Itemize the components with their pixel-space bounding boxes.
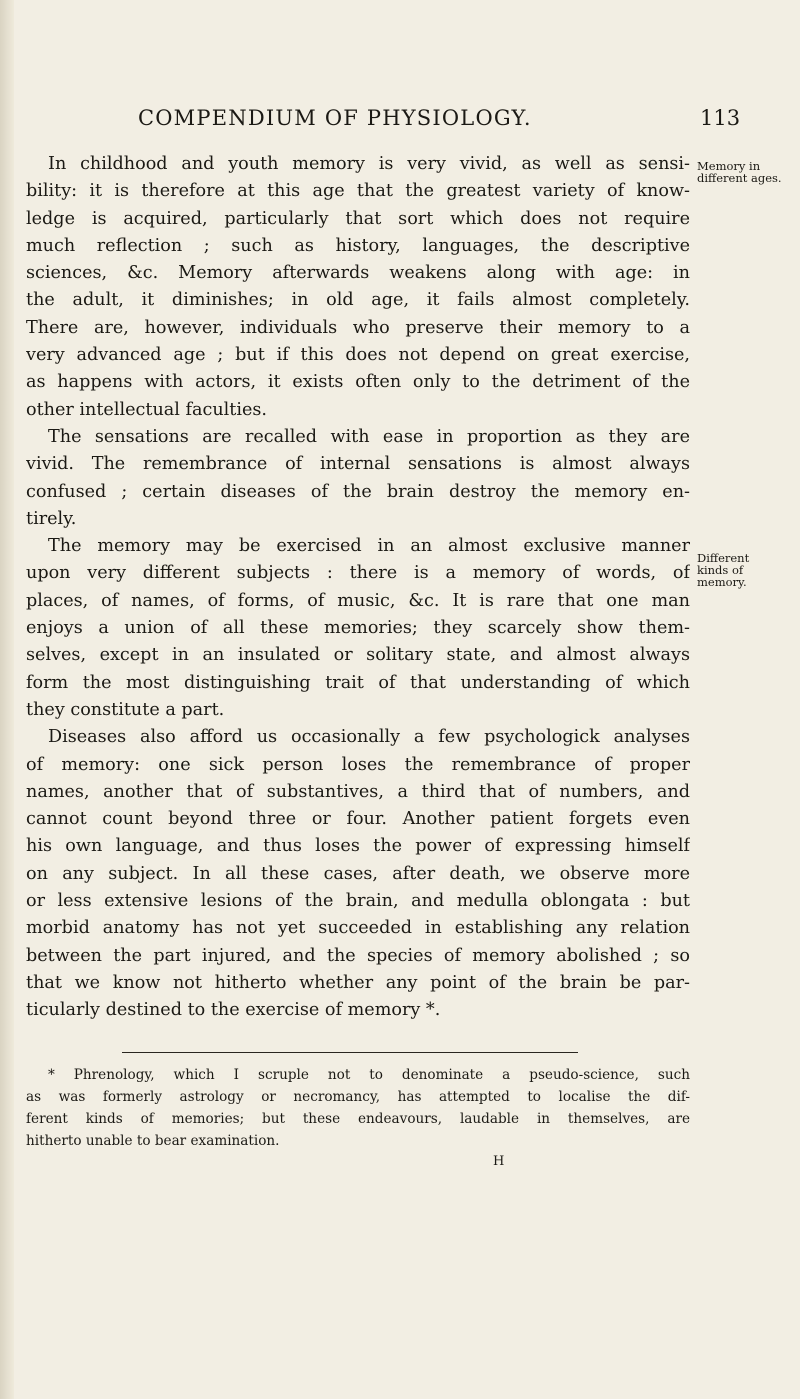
margin-note-line: Memory in	[697, 159, 761, 173]
margin-note-line: memory.	[697, 575, 747, 589]
text-line: tirely.	[26, 508, 77, 529]
text-line: places, of names, of forms, of music, &c. It is rare that one man	[26, 590, 690, 611]
text-line: upon very different subjects : there is a memory of words, of	[26, 563, 690, 584]
text-line: much reflection ; such as history, languages, the descriptive	[26, 235, 690, 256]
footnote-line: as was formerly astrology or necromancy, has attempted to localise the dif-	[26, 1089, 690, 1105]
text-line: There are, however, individuals who preserve their memory to a	[26, 317, 690, 338]
text-line: between the part injured, and the species of memory abolished ; so	[26, 945, 690, 966]
footnote-line: * Phrenology, which I scruple not to denominate a pseudo-science, such	[48, 1067, 690, 1083]
footnote-rule	[122, 1052, 578, 1053]
text-line: The memory may be exercised in an almost exclusive manner	[48, 536, 690, 557]
text-line: names, another that of substantives, a third that of numbers, and	[26, 781, 690, 802]
running-head	[0, 106, 800, 146]
text-line: vivid. The remembrance of internal sensations is almost always	[26, 454, 690, 475]
text-line: form the most distinguishing trait of that understanding of which	[26, 672, 690, 693]
page-number: 113	[700, 106, 741, 130]
text-line: ledge is acquired, particularly that sort which does not require	[26, 208, 690, 229]
running-title: COMPENDIUM OF PHYSIOLOGY.	[138, 106, 532, 130]
text-line: bility: it is therefore at this age that the greatest variety of know-	[26, 181, 690, 202]
text-line: The sensations are recalled with ease in proportion as they are	[48, 426, 690, 447]
signature-mark: H	[493, 1154, 505, 1169]
text-line: other intellectual faculties.	[26, 399, 268, 420]
margin-note-line: Different	[697, 551, 750, 565]
page-spine-shadow	[0, 0, 14, 1399]
text-line: confused ; certain diseases of the brain destroy the memory en-	[26, 481, 690, 502]
text-line: of memory: one sick person loses the remembrance of proper	[26, 754, 690, 775]
footnote	[26, 1064, 690, 1152]
text-line: ticularly destined to the exercise of memory *.	[26, 1000, 441, 1021]
text-line: that we know not hitherto whether any point of the brain be par-	[26, 972, 690, 993]
body-text	[26, 151, 690, 1025]
footnote-line: ferent kinds of memories; but these endeavours, laudable in themselves, are	[26, 1111, 690, 1127]
text-line: morbid anatomy has not yet succeeded in establishing any relation	[26, 918, 690, 939]
text-line: cannot count beyond three or four. Another patient forgets even	[26, 809, 690, 830]
text-line: sciences, &c. Memory afterwards weakens along with age: in	[26, 263, 690, 284]
margin-note-line: different ages.	[697, 171, 782, 185]
text-line: selves, except in an insulated or solitary state, and almost always	[26, 645, 690, 666]
margin-note-memory-kinds	[697, 552, 797, 588]
text-line: Diseases also afford us occasionally a few psychologick analyses	[48, 727, 690, 748]
text-line: as happens with actors, it exists often only to the detriment of the	[26, 372, 690, 393]
text-line: they constitute a part.	[26, 699, 225, 720]
text-line: on any subject. In all these cases, after death, we observe more	[26, 863, 690, 884]
margin-note-memory-ages	[697, 160, 797, 184]
text-line: very advanced age ; but if this does not depend on great exercise,	[26, 345, 690, 366]
text-line: his own language, and thus loses the power of expressing himself	[26, 836, 690, 857]
text-line: the adult, it diminishes; in old age, it fails almost completely.	[26, 290, 690, 311]
footnote-line: hitherto unable to bear examination.	[26, 1133, 280, 1149]
text-line: In childhood and youth memory is very vivid, as well as sensi-	[48, 154, 690, 174]
margin-note-line: kinds of	[697, 563, 744, 577]
text-line: or less extensive lesions of the brain, and medulla oblongata : but	[26, 891, 690, 912]
text-line: enjoys a union of all these memories; they scarcely show them-	[26, 618, 690, 639]
